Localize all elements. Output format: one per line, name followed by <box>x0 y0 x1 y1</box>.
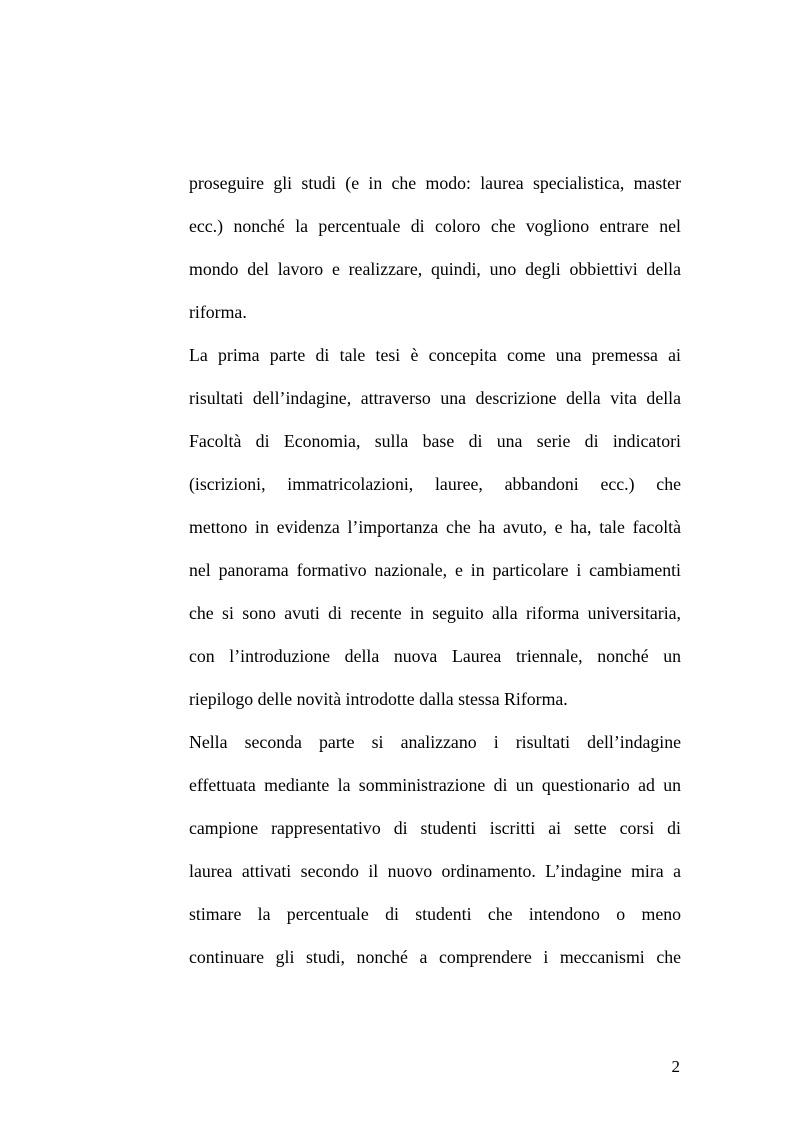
text-line: La prima parte di tale tesi è concepita come una premessa ai <box>189 345 681 365</box>
text-line: ecc.) nonché la percentuale di coloro che vogliono entrare nel <box>189 216 681 236</box>
text-line: nel panorama formativo nazionale, e in particolare i cambiamenti <box>189 560 681 580</box>
text-line: mondo del lavoro e realizzare, quindi, uno degli obbiettivi della <box>189 259 681 279</box>
text-line: mettono in evidenza l’importanza che ha avuto, e ha, tale facoltà <box>189 517 681 537</box>
text-line: Facoltà di Economia, sulla base di una serie di indicatori <box>189 431 681 451</box>
text-line: risultati dell’indagine, attraverso una descrizione della vita della <box>189 388 681 408</box>
text-line: che si sono avuti di recente in seguito alla riforma universitaria, <box>189 603 681 623</box>
text-line: effettuata mediante la somministrazione di un questionario ad un <box>189 775 681 795</box>
text-line: continuare gli studi, nonché a comprendere i meccanismi che <box>189 947 681 967</box>
text-line: con l’introduzione della nuova Laurea triennale, nonché un <box>189 646 681 666</box>
text-line: (iscrizioni, immatricolazioni, lauree, abbandoni ecc.) che <box>189 474 681 494</box>
text-line: campione rappresentativo di studenti iscritti ai sette corsi di <box>189 818 681 838</box>
page-number: 2 <box>671 1057 680 1076</box>
text-line: proseguire gli studi (e in che modo: laurea specialistica, master <box>189 173 681 193</box>
text-line: riepilogo delle novità introdotte dalla stessa Riforma. <box>189 689 568 709</box>
text-line: stimare la percentuale di studenti che intendono o meno <box>189 904 681 924</box>
text-line: riforma. <box>189 302 247 322</box>
text-line: laurea attivati secondo il nuovo ordinamento. L’indagine mira a <box>189 861 681 881</box>
text-line: Nella seconda parte si analizzano i risultati dell’indagine <box>189 732 681 752</box>
body-text <box>189 166 681 983</box>
